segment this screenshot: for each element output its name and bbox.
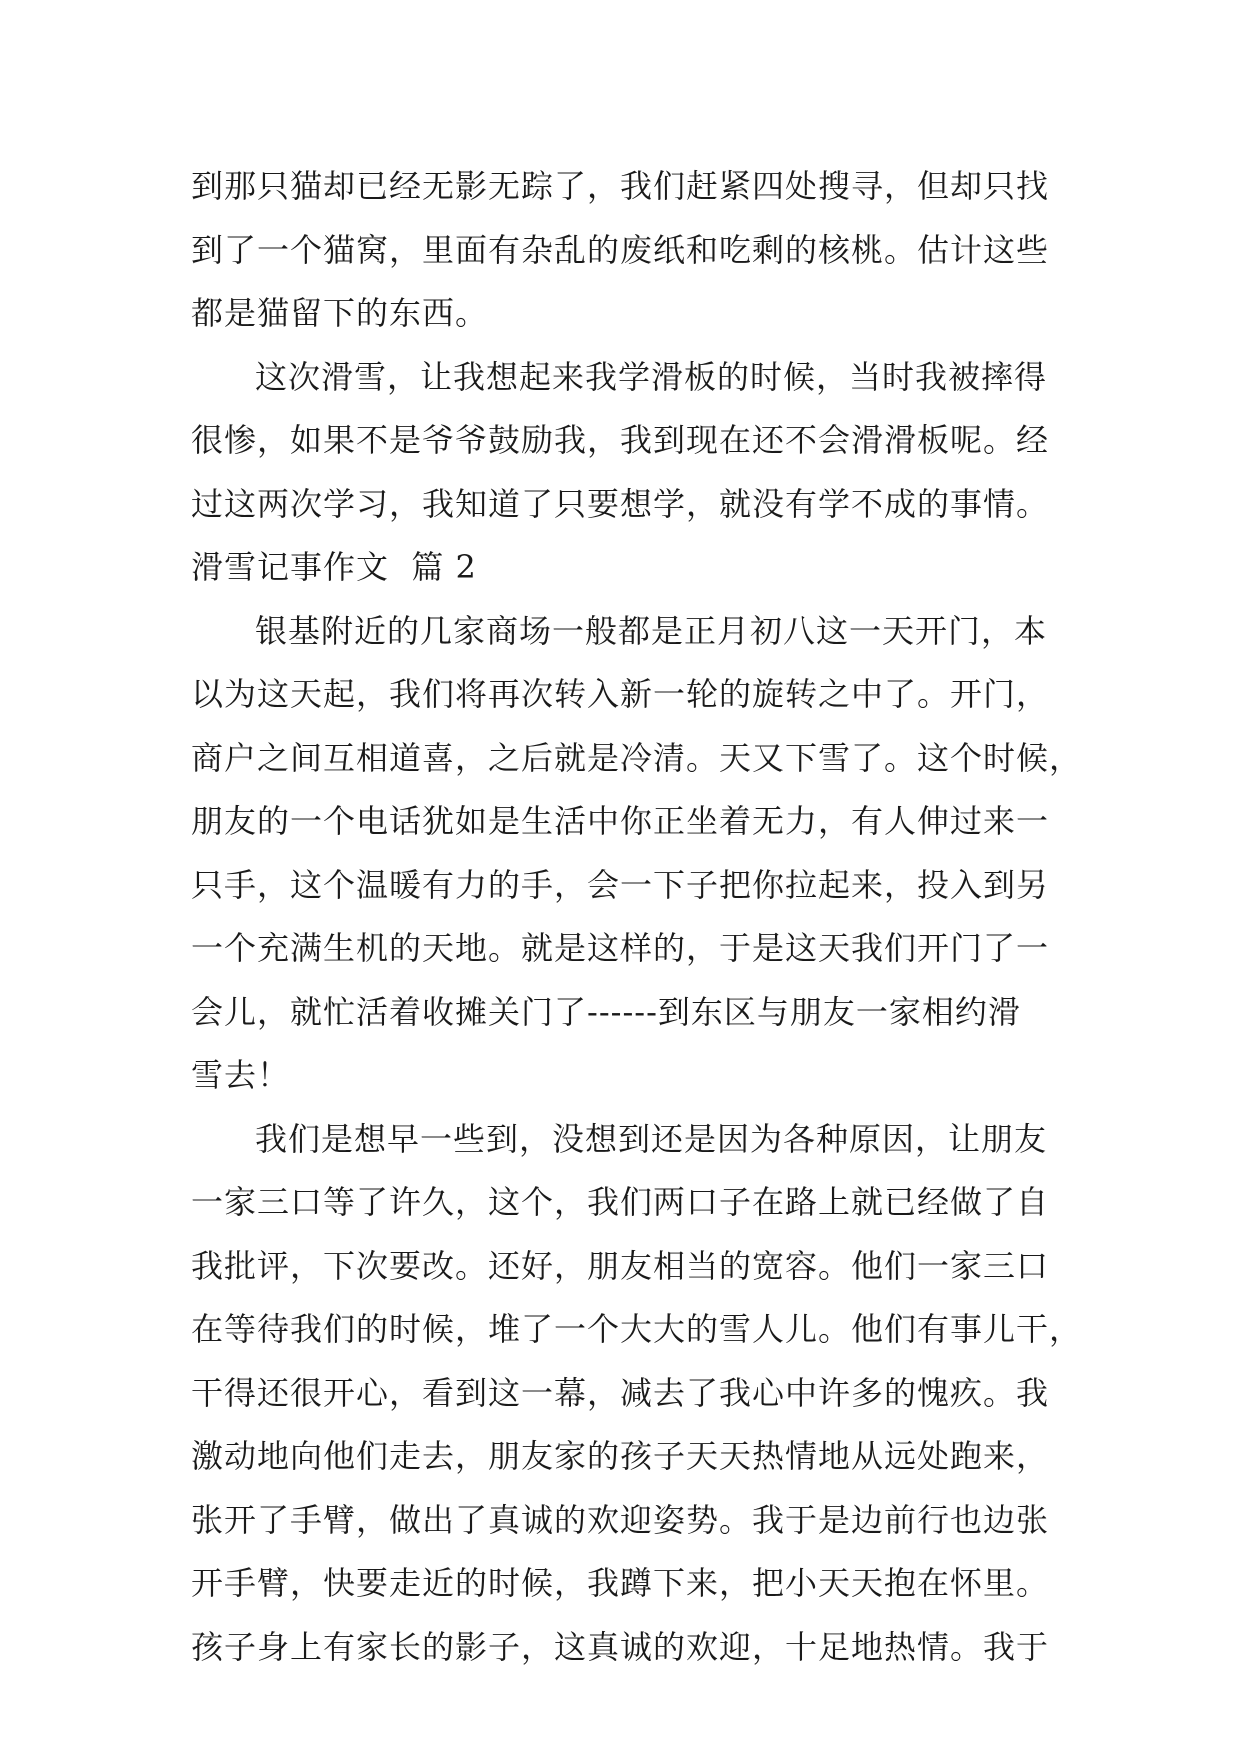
text-line: 到了一个猫窝，里面有杂乱的废纸和吃剩的核桃。估计这些: [191, 230, 1050, 269]
text-line: 我们是想早一些到，没想到还是因为各种原因，让朋友: [255, 1119, 1048, 1158]
text-line: 在等待我们的时候，堆了一个大大的雪人儿。他们有事儿干，: [191, 1310, 1083, 1348]
paragraph-mall-opening: [191, 600, 1083, 1108]
paragraph-cat-search: [191, 155, 1071, 346]
paragraph-meeting-friends: [191, 1108, 1083, 1680]
text-line: 激动地向他们走去，朋友家的孩子天天热情地从远处跑来，: [191, 1437, 1050, 1475]
paragraph-skiing-reflection: [191, 346, 1071, 537]
text-line: 朋友的一个电话犹如是生活中你正坐着无力，有人伸过来一: [191, 802, 1050, 840]
text-line: 一家三口等了许久，这个，我们两口子在路上就已经做了自: [191, 1183, 1050, 1221]
text-line: 张开了手臂，做出了真诚的欢迎姿势。我于是边前行也边张: [191, 1500, 1050, 1539]
text-line: 到那只猫却已经无影无踪了，我们赶紧四处搜寻，但却只找: [191, 167, 1050, 205]
text-line: 以为这天起，我们将再次转入新一轮的旋转之中了。开门，: [191, 675, 1050, 713]
text-line: 很惨，如果不是爷爷鼓励我，我到现在还不会滑滑板呢。经: [191, 421, 1050, 459]
section-heading: 滑雪记事作文 篇 2: [191, 548, 477, 586]
text-line: 雪去！: [191, 1056, 291, 1094]
text-line: 银基附近的几家商场一般都是正月初八这一天开门，本: [255, 611, 1048, 650]
text-line: 孩子身上有家长的影子，这真诚的欢迎，十足地热情。我于: [191, 1627, 1050, 1666]
document-page: [191, 155, 1083, 1679]
text-line: 一个充满生机的天地。就是这样的，于是这天我们开门了一: [191, 929, 1050, 967]
text-line: 都是猫留下的东西。: [191, 294, 489, 332]
text-line: 干得还很开心，看到这一幕，减去了我心中许多的愧疚。我: [191, 1373, 1050, 1412]
text-line: 我批评，下次要改。还好，朋友相当的宽容。他们一家三口: [191, 1246, 1050, 1285]
text-line: 商户之间互相道喜，之后就是冷清。天又下雪了。这个时候，: [191, 738, 1083, 777]
text-line: 这次滑雪，让我想起来我学滑板的时候，当时我被摔得: [255, 357, 1048, 396]
text-line: 开手臂，快要走近的时候，我蹲下来，把小天天抱在怀里。: [191, 1564, 1050, 1602]
text-line: 只手，这个温暖有力的手，会一下子把你拉起来，投入到另: [191, 865, 1050, 904]
text-line: 过这两次学习，我知道了只要想学，就没有学不成的事情。: [191, 484, 1050, 523]
text-line: 会儿，就忙活着收摊关门了------到东区与朋友一家相约滑: [191, 992, 1021, 1031]
